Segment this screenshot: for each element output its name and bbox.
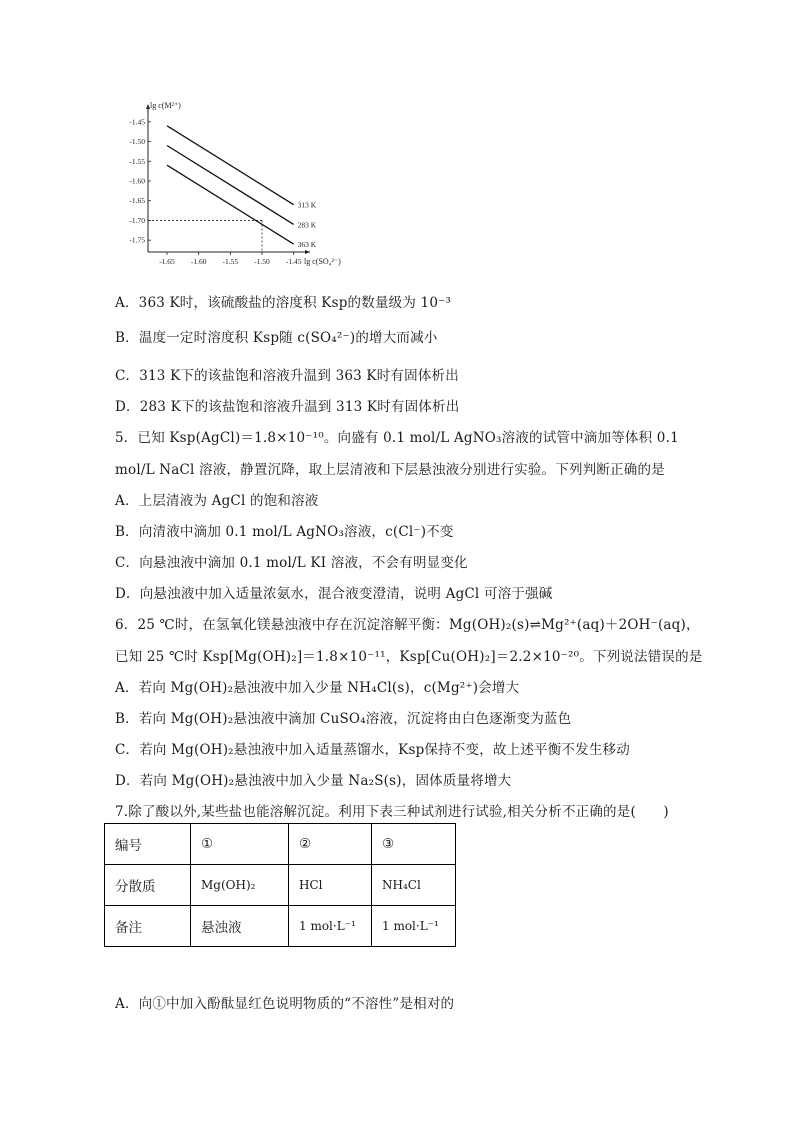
table-cell: Mg(OH)₂ [191,865,289,906]
x-tick-label: -1.45 [285,257,302,266]
q4-option-a: A．363 K时，该硫酸盐的溶度积 Ksp的数量级为 10⁻³ [115,295,452,311]
table-cell: NH₄Cl [372,865,456,906]
q6-option-c: C．若向 Mg(OH)₂悬浊液中加入适量蒸馏水，Ksp保持不变，故上述平衡不发生移动 [115,742,630,758]
y-axis-label: lg c(M²⁺) [150,101,181,110]
series-label: 363 K [297,240,317,250]
q6-option-b: B．若向 Mg(OH)₂悬浊液中滴加 CuSO₄溶液，沉淀将由白色逐渐变为蓝色 [115,711,572,727]
series-line [167,126,294,205]
x-tick-label: -1.50 [254,257,270,266]
solubility-chart [115,100,345,270]
q5-option-a: A．上层清液为 AgCl 的饱和溶液 [115,493,319,509]
y-tick-label: -1.50 [129,137,145,147]
q6-option-a: A．若向 Mg(OH)₂悬浊液中加入少量 NH₄Cl(s)，c(Mg²⁺)会增大 [115,680,520,696]
x-tick-label: -1.65 [159,257,175,266]
table-cell: ② [289,824,372,865]
q5-option-c: C．向悬浊液中滴加 0.1 mol/L KI 溶液，不会有明显变化 [115,555,468,571]
table-cell: ① [191,824,289,865]
x-axis-arrow [305,250,310,254]
q4-option-c: C．313 K下的该盐饱和溶液升温到 363 K时有固体析出 [115,368,459,384]
y-tick-label: -1.65 [129,196,145,206]
y-tick-label: -1.60 [129,176,145,186]
y-tick-label: -1.70 [129,215,145,225]
y-tick-label: -1.45 [129,117,145,127]
table-cell: 1 mol·L⁻¹ [372,906,456,947]
y-tick-label: -1.55 [129,156,145,166]
q6-option-d: D．若向 Mg(OH)₂悬浊液中加入少量 Na₂S(s)，固体质量将增大 [115,773,512,789]
x-tick-label: -1.55 [222,257,239,266]
table-cell: 编号 [105,824,191,865]
table-row [105,865,456,906]
table-cell: 悬浊液 [191,906,289,947]
table-cell: 备注 [105,906,191,947]
q5-option-b: B．向清液中滴加 0.1 mol/L AgNO₃溶液，c(Cl⁻)不变 [115,524,454,540]
series-line [167,146,294,225]
q5-option-d: D．向悬浊液中加入适量浓氨水，混合液变澄清，说明 AgCl 可溶于强碱 [115,586,553,602]
series-line [167,165,294,244]
y-tick-label: -1.75 [129,235,145,245]
table-row [105,906,456,947]
table-row [105,824,456,865]
table-cell: 分散质 [105,865,191,906]
q5-stem-line2: mol/L NaCl 溶液，静置沉降，取上层清液和下层悬浊液分别进行实验。下列判断正确的是 [115,462,665,478]
x-tick-label: -1.60 [190,257,207,266]
q4-option-d: D．283 K下的该盐饱和溶液升温到 313 K时有固体析出 [115,399,460,415]
q4-option-b: B．温度一定时溶度积 Ksp随 c(SO₄²⁻)的增大而减小 [115,330,438,346]
series-label: 313 K [297,200,317,210]
q7-stem: 7.除了酸以外,某些盐也能溶解沉淀。利用下表三种试剂进行试验,相关分析不正确的是( ) [115,804,669,820]
q7-option-a: A．向①中加入酚酞显红色说明物质的“不溶性”是相对的 [115,996,455,1012]
x-axis-label: lg c(SO₄²⁻) [304,257,341,266]
table-cell: ③ [372,824,456,865]
table-cell: 1 mol·L⁻¹ [289,906,372,947]
series-label: 283 K [297,220,317,230]
q6-stem-line1: 6．25 ℃时，在氢氧化镁悬浊液中存在沉淀溶解平衡：Mg(OH)₂(s)⇌Mg²⁺(aq)＋2OH⁻(aq)， [115,617,700,633]
q6-stem-line2: 已知 25 ℃时 Ksp[Mg(OH)₂]＝1.8×10⁻¹¹，Ksp[Cu(OH)₂]＝2.2×10⁻²⁰。下列说法错误的是 [115,649,703,665]
q5-stem-line1: 5．已知 Ksp(AgCl)＝1.8×10⁻¹⁰。向盛有 0.1 mol/L AgNO₃溶液的试管中滴加等体积 0.1 [115,430,679,446]
q7-table [104,823,456,947]
table-cell: HCl [289,865,372,906]
